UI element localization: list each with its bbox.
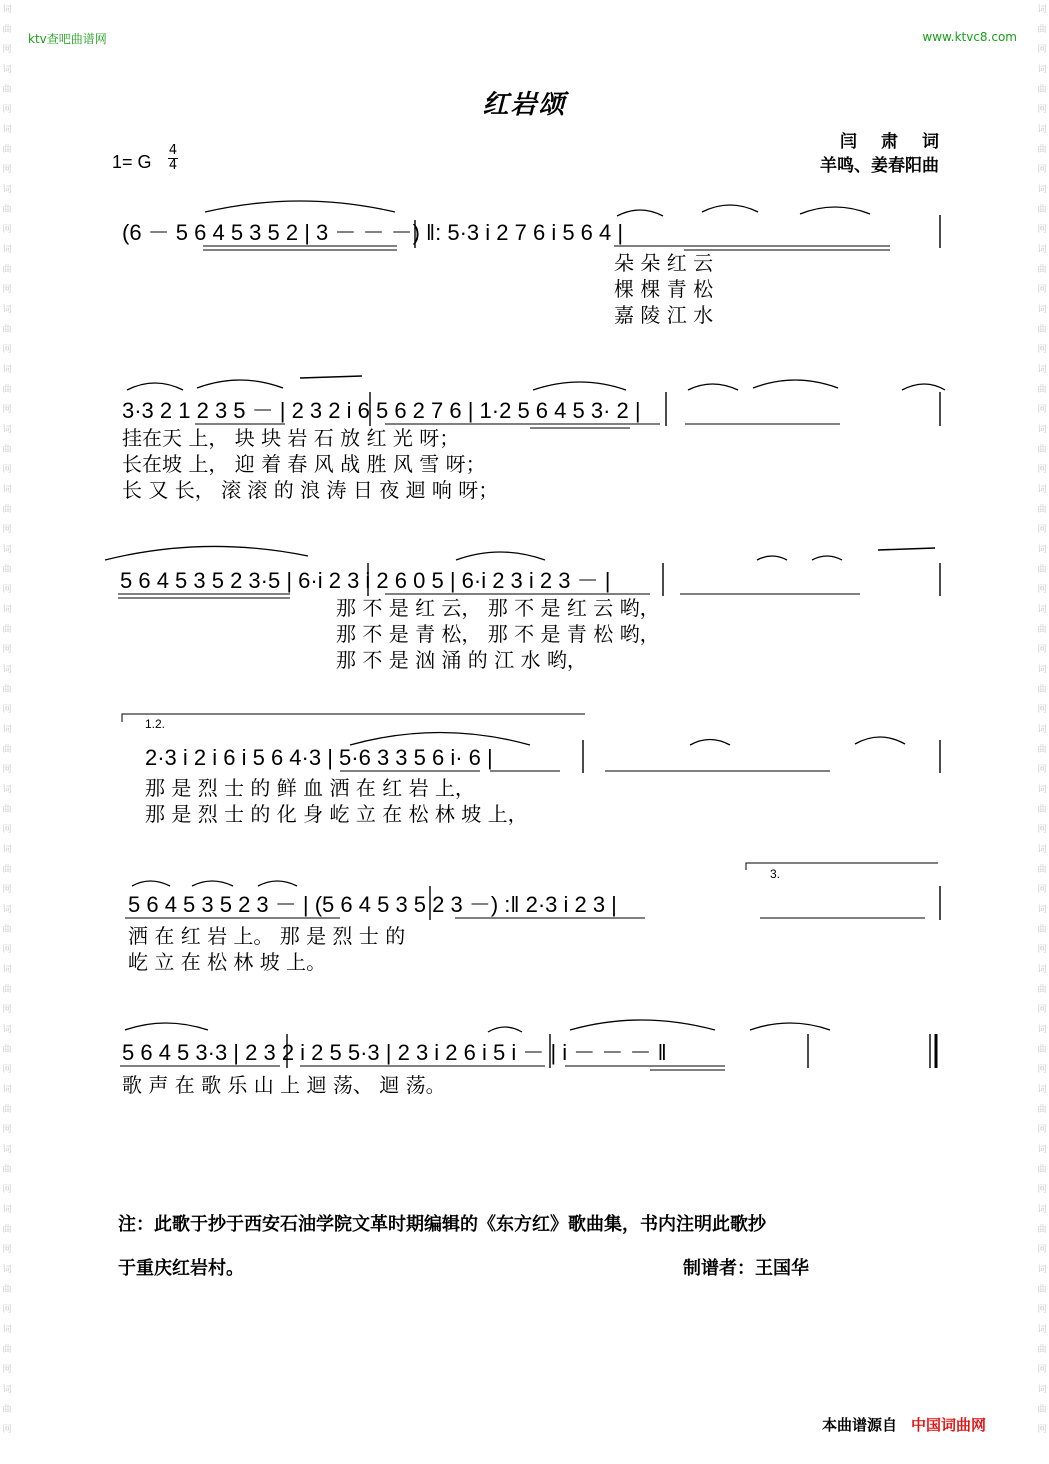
side-watermark-char: 词 <box>2 65 12 75</box>
side-watermark-char: 词 <box>2 185 12 195</box>
time-signature-top: 4 <box>168 143 178 158</box>
side-watermark-char: 曲 <box>2 85 12 95</box>
side-watermark-char: 网 <box>2 1245 12 1255</box>
side-watermark-char: 曲 <box>1037 1345 1047 1355</box>
side-watermark-char: 网 <box>2 225 12 235</box>
side-watermark-char: 曲 <box>1037 445 1047 455</box>
score-row-notes: 5 6 4 5 3 5 2 3·5 | 6·i 2 3 i 2 6 0 5 | 6·i 2 3 i 2 3 － | <box>120 568 611 593</box>
side-watermark-char: 词 <box>1037 1265 1047 1275</box>
score-row-4 <box>122 714 940 826</box>
side-watermark-char: 网 <box>1037 705 1047 715</box>
lyrics-row-1-v3: 嘉 陵 江 水 <box>614 303 714 327</box>
side-watermark-char: 词 <box>1037 425 1047 435</box>
lyrics-row-4-v1: 那 是 烈 士 的 鲜 血 洒 在 红 岩 上， <box>145 776 475 800</box>
side-watermark-char: 曲 <box>2 685 12 695</box>
score-row-6 <box>120 1020 936 1097</box>
side-watermark-char: 曲 <box>2 745 12 755</box>
side-watermark-char: 词 <box>1037 1025 1047 1035</box>
side-watermark-char: 网 <box>1037 585 1047 595</box>
side-watermark-char: 词 <box>2 905 12 915</box>
lyrics-row-4-v2: 那 是 烈 士 的 化 身 屹 立 在 松 林 坡 上， <box>145 802 528 826</box>
score-row-5 <box>125 863 940 974</box>
side-watermark-char: 曲 <box>1037 1285 1047 1295</box>
side-watermark-char: 曲 <box>1037 265 1047 275</box>
side-watermark-char: 词 <box>2 665 12 675</box>
side-watermark-char: 网 <box>2 1125 12 1135</box>
side-watermark-char: 网 <box>2 165 12 175</box>
source-note-line-1: 注：此歌于抄于西安石油学院文革时期编辑的《东方红》歌曲集，书内注明此歌抄 <box>118 1214 766 1235</box>
lyrics-row-5-v1: 洒 在 红 岩 上。 那 是 烈 士 的 <box>128 924 406 948</box>
side-watermark-char: 网 <box>2 1365 12 1375</box>
side-watermark-char: 曲 <box>2 325 12 335</box>
side-watermark-char: 网 <box>1037 825 1047 835</box>
side-watermark-char: 曲 <box>1037 325 1047 335</box>
side-watermark-char: 词 <box>1037 905 1047 915</box>
side-watermark-char: 词 <box>1037 365 1047 375</box>
side-watermark-char: 网 <box>2 345 12 355</box>
side-watermark-char: 词 <box>1037 605 1047 615</box>
side-watermark-char: 词 <box>1037 665 1047 675</box>
side-watermark-char: 曲 <box>1037 1045 1047 1055</box>
side-watermark-char: 曲 <box>2 1405 12 1415</box>
key-signature: 1= G <box>112 152 152 172</box>
side-watermark-char: 网 <box>1037 1125 1047 1135</box>
source-attribution <box>822 1414 986 1435</box>
side-watermark-char: 网 <box>1037 225 1047 235</box>
side-watermark-char: 网 <box>2 885 12 895</box>
side-watermark-char: 词 <box>2 965 12 975</box>
time-signature-bottom: 4 <box>168 158 178 173</box>
side-watermark-char: 词 <box>1037 965 1047 975</box>
score-row-notes: 2·3 i 2 i 6 i 5 6 4·3 | 5·6 3 3 5 6 i· 6 | <box>145 745 493 770</box>
side-watermark-char: 词 <box>2 1025 12 1035</box>
side-watermark-char: 网 <box>1037 1365 1047 1375</box>
side-watermark-char: 词 <box>2 725 12 735</box>
side-watermark-char: 曲 <box>1037 805 1047 815</box>
lyricist-credit: 闫肃词 <box>840 132 963 152</box>
side-watermark-char: 词 <box>2 125 12 135</box>
side-watermark-char: 词 <box>2 1205 12 1215</box>
side-watermark-char: 曲 <box>1037 1105 1047 1115</box>
side-watermark-char: 曲 <box>2 505 12 515</box>
side-watermark-char: 曲 <box>1037 565 1047 575</box>
side-watermark-char: 网 <box>1037 1005 1047 1015</box>
lyrics-row-3-v1: 那 不 是 红 云， 那 不 是 红 云 哟， <box>336 596 660 620</box>
side-watermark-char: 网 <box>1037 645 1047 655</box>
side-watermark-char: 曲 <box>2 925 12 935</box>
side-watermark-char: 曲 <box>2 625 12 635</box>
side-watermark-char: 词 <box>1037 845 1047 855</box>
side-watermark-char: 词 <box>1037 725 1047 735</box>
side-watermark-char: 词 <box>1037 785 1047 795</box>
side-watermark-char: 网 <box>2 405 12 415</box>
side-watermark-char: 网 <box>1037 285 1047 295</box>
side-watermark-char: 网 <box>2 45 12 55</box>
side-watermark-char: 网 <box>2 1185 12 1195</box>
side-watermark-char: 曲 <box>2 25 12 35</box>
side-watermark-char: 曲 <box>2 265 12 275</box>
lyrics-row-1-v1: 朵 朵 红 云 <box>614 251 714 275</box>
side-watermark-char: 网 <box>1037 1305 1047 1315</box>
side-watermark-char: 网 <box>2 705 12 715</box>
side-watermark-char: 词 <box>1037 5 1047 15</box>
side-watermark-char: 词 <box>2 1085 12 1095</box>
side-watermark-char: 词 <box>1037 1205 1047 1215</box>
side-watermark-char: 曲 <box>1037 625 1047 635</box>
side-watermark-char: 词 <box>1037 1085 1047 1095</box>
lyrics-row-5-v2: 屹 立 在 松 林 坡 上。 <box>128 950 327 974</box>
lyrics-row-3-v2: 那 不 是 青 松， 那 不 是 青 松 哟， <box>336 622 660 646</box>
side-watermark-char: 网 <box>1037 105 1047 115</box>
side-watermark-char: 曲 <box>1037 1225 1047 1235</box>
side-watermark-char: 网 <box>1037 1185 1047 1195</box>
side-watermark-char: 曲 <box>1037 865 1047 875</box>
side-watermark-char: 曲 <box>2 1045 12 1055</box>
arranger-credit: 制谱者：王国华 <box>683 1258 809 1279</box>
side-watermark-char: 词 <box>1037 1385 1047 1395</box>
source-note-line-2: 于重庆红岩村。 <box>118 1258 244 1279</box>
side-watermark-char: 网 <box>2 285 12 295</box>
side-watermark-char: 网 <box>2 645 12 655</box>
left-site-name[interactable]: ktv查吧曲谱网 <box>28 32 107 46</box>
song-title: 红岩颂 <box>482 90 567 120</box>
side-watermark-char: 网 <box>2 465 12 475</box>
side-watermark-char: 词 <box>2 785 12 795</box>
side-watermark-char: 曲 <box>2 1165 12 1175</box>
side-watermark-char: 网 <box>2 1305 12 1315</box>
side-watermark-char: 曲 <box>1037 925 1047 935</box>
side-watermark-char: 曲 <box>2 1225 12 1235</box>
side-watermark-char: 词 <box>1037 305 1047 315</box>
side-watermark-char: 曲 <box>1037 85 1047 95</box>
side-watermark-char: 词 <box>2 1325 12 1335</box>
side-watermark-char: 词 <box>1037 185 1047 195</box>
side-watermark-char: 词 <box>1037 545 1047 555</box>
right-site-url[interactable]: www.ktvc8.com <box>922 30 1017 44</box>
lyrics-row-2-v3: 长 又 长， 滚 滚 的 浪 涛 日 夜 迴 响 呀； <box>122 478 499 502</box>
side-watermark-char: 网 <box>2 765 12 775</box>
side-watermark-char: 网 <box>1037 885 1047 895</box>
side-watermark-char: 网 <box>1037 405 1047 415</box>
side-watermark-char: 曲 <box>2 445 12 455</box>
side-watermark-char: 曲 <box>1037 505 1047 515</box>
side-watermark-char: 网 <box>2 585 12 595</box>
side-watermark-char: 词 <box>2 245 12 255</box>
score-row-1 <box>122 201 940 327</box>
side-watermark-char: 词 <box>2 1265 12 1275</box>
side-watermark-char: 曲 <box>2 1285 12 1295</box>
side-watermark-char: 网 <box>2 825 12 835</box>
score-row-2 <box>122 376 945 502</box>
side-watermark-char: 曲 <box>2 1105 12 1115</box>
side-watermark-char: 曲 <box>2 145 12 155</box>
score-row-notes: 5 6 4 5 3·3 | 2 3 2 i 2 5 5·3 | 2 3 i 2 6 i 5 i － | i － － － ‖ <box>122 1040 667 1065</box>
side-watermark-char: 曲 <box>1037 685 1047 695</box>
side-watermark-char: 词 <box>1037 1145 1047 1155</box>
source-brand-link[interactable]: 中国词曲网 <box>911 1416 987 1434</box>
side-watermark-char: 曲 <box>1037 745 1047 755</box>
side-watermark-char: 网 <box>2 1065 12 1075</box>
side-watermark-char: 曲 <box>2 1345 12 1355</box>
score-row-notes: 5 6 4 5 3 5 2 3 － | (5 6 4 5 3 5 2 3 －) :‖ 2·3 i 2 3 | <box>128 892 617 917</box>
side-watermark-char: 词 <box>2 365 12 375</box>
score-row-notes: 3·3 2 1 2 3 5 － | 2 3 2 i 6 5 6 2 7 6 | 1·2 5 6 4 5 3· 2 | <box>122 398 641 423</box>
side-watermark-char: 词 <box>2 1385 12 1395</box>
side-watermark-char: 词 <box>1037 1325 1047 1335</box>
side-watermark-char: 网 <box>1037 1425 1047 1435</box>
side-watermark-char: 词 <box>2 305 12 315</box>
side-watermark-char: 曲 <box>2 565 12 575</box>
lyrics-row-2-v1: 挂在天 上， 块 块 岩 石 放 红 光 呀； <box>122 426 460 450</box>
side-watermark-char: 词 <box>1037 485 1047 495</box>
source-label: 本曲谱源自 <box>822 1416 898 1434</box>
side-watermark-char: 网 <box>1037 945 1047 955</box>
side-watermark-char: 曲 <box>2 805 12 815</box>
side-watermark-char: 网 <box>2 1425 12 1435</box>
side-watermark-char: 词 <box>2 1145 12 1155</box>
side-watermark-char: 词 <box>2 425 12 435</box>
side-watermark-char: 词 <box>1037 65 1047 75</box>
side-watermark-char: 网 <box>2 525 12 535</box>
side-watermark-char: 曲 <box>2 205 12 215</box>
lyrics-row-3-v3: 那 不 是 汹 涌 的 江 水 哟， <box>336 648 587 672</box>
side-watermark-char: 网 <box>1037 1065 1047 1075</box>
side-watermark-char: 词 <box>2 605 12 615</box>
side-watermark-char: 词 <box>1037 125 1047 135</box>
side-watermark-char: 词 <box>2 845 12 855</box>
side-watermark-char: 网 <box>2 1005 12 1015</box>
lyrics-row-6-v1: 歌 声 在 歌 乐 山 上 迴 荡、 迴 荡。 <box>122 1073 446 1097</box>
side-watermark-char: 曲 <box>1037 25 1047 35</box>
side-watermark-char: 网 <box>1037 1245 1047 1255</box>
side-watermark-char: 网 <box>1037 765 1047 775</box>
side-watermark-char: 曲 <box>1037 145 1047 155</box>
composer-credit: 羊鸣、姜春阳曲 <box>820 156 939 176</box>
side-watermark-char: 词 <box>2 485 12 495</box>
side-watermark-char: 曲 <box>2 385 12 395</box>
side-watermark-char: 词 <box>2 545 12 555</box>
side-watermark-char: 网 <box>1037 45 1047 55</box>
score-row-3 <box>105 546 940 672</box>
side-watermark-char: 网 <box>1037 345 1047 355</box>
side-watermark-char: 曲 <box>1037 1165 1047 1175</box>
side-watermark-char: 曲 <box>2 865 12 875</box>
ending-bracket-3: 3. <box>770 867 781 881</box>
side-watermark-char: 曲 <box>1037 205 1047 215</box>
ending-bracket-1-2: 1.2. <box>145 717 166 731</box>
side-watermark-char: 词 <box>2 5 12 15</box>
side-watermark-char: 网 <box>1037 525 1047 535</box>
lyrics-row-2-v2: 长在坡 上， 迎 着 春 风 战 胜 风 雪 呀； <box>122 452 486 476</box>
side-watermark-char: 网 <box>2 945 12 955</box>
side-watermark-char: 曲 <box>1037 985 1047 995</box>
side-watermark-char: 曲 <box>1037 385 1047 395</box>
side-watermark-char: 曲 <box>2 985 12 995</box>
side-watermark-char: 网 <box>2 105 12 115</box>
lyrics-row-1-v2: 棵 棵 青 松 <box>614 277 714 301</box>
side-watermark-char: 曲 <box>1037 1405 1047 1415</box>
side-watermark-char: 网 <box>1037 165 1047 175</box>
side-watermark-char: 词 <box>1037 245 1047 255</box>
side-watermark-char: 网 <box>1037 465 1047 475</box>
score-row-notes: (6 － 5 6 4 5 3 5 2 | 3 － － －) ‖: 5·3 i 2 7 6 i 5 6 4 | <box>122 220 624 245</box>
